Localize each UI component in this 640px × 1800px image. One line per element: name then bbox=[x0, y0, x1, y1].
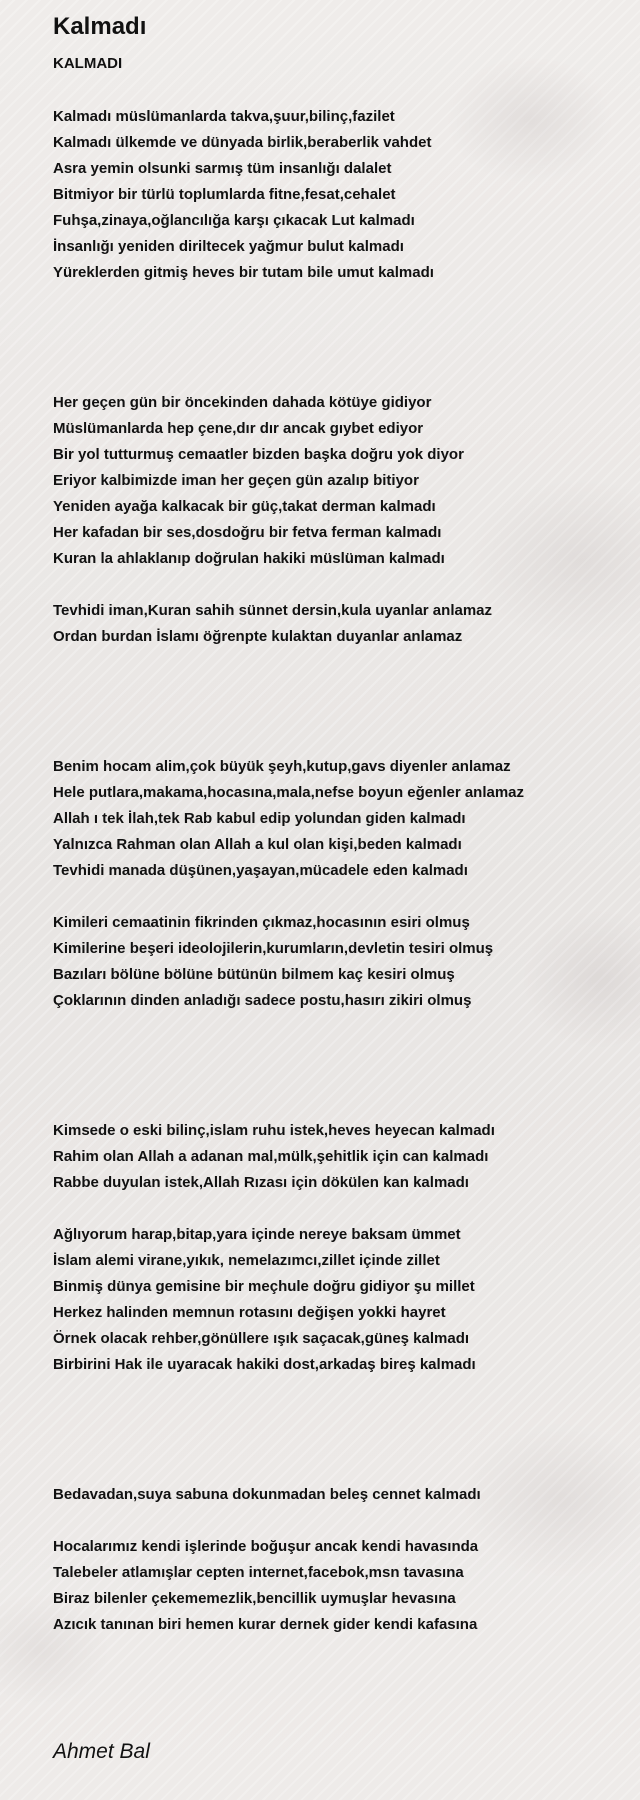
stanza-gap bbox=[53, 572, 633, 598]
poem-line: Yeniden ayağa kalkacak bir güç,takat derman kalmadı bbox=[53, 498, 436, 515]
stanza-gap bbox=[53, 1378, 633, 1482]
poem-line: Hocalarımız kendi işlerinde boğuşur ancak kendi havasında bbox=[53, 1538, 479, 1555]
stanza-6 bbox=[53, 1118, 633, 1196]
poem-line: Her kafadan bir ses,dosdoğru bir fetva ferman kalmadı bbox=[53, 524, 442, 541]
poem-line: Azıcık tanınan biri hemen kurar dernek gider kendi kafasına bbox=[53, 1616, 478, 1633]
poem-line: Eriyor kalbimizde iman her geçen gün azalıp bitiyor bbox=[53, 472, 419, 489]
stanza-gap bbox=[53, 286, 633, 390]
stanza-5 bbox=[53, 910, 633, 1014]
poem-line: Binmiş dünya gemisine bir meçhule doğru gidiyor şu millet bbox=[53, 1278, 475, 1295]
poem-line: Bitmiyor bir türlü toplumlarda fitne,fesat,cehalet bbox=[53, 186, 396, 203]
stanza-9 bbox=[53, 1534, 633, 1638]
poem-line: İnsanlığı yeniden diriltecek yağmur bulut kalmadı bbox=[53, 238, 404, 255]
poem-line: Yüreklerden gitmiş heves bir tutam bile umut kalmadı bbox=[53, 264, 434, 281]
poem-line: Talebeler atlamışlar cepten internet,facebok,msn tavasına bbox=[53, 1564, 464, 1581]
poem-author[interactable]: Ahmet Bal bbox=[53, 1740, 150, 1763]
poem-line: Hele putlara,makama,hocasına,mala,nefse boyun eğenler anlamaz bbox=[53, 784, 525, 801]
poem-line: Tevhidi iman,Kuran sahih sünnet dersin,kula uyanlar anlamaz bbox=[53, 602, 493, 619]
poem-line: Ağlıyorum harap,bitap,yara içinde nereye baksam ümmet bbox=[53, 1226, 461, 1243]
poem-line: Biraz bilenler çekememezlik,bencillik uymuşlar hevasına bbox=[53, 1590, 456, 1607]
poem-line: Kimilerine beşeri ideolojilerin,kurumların,devletin tesiri olmuş bbox=[53, 940, 494, 957]
poem-line: Herkez halinden memnun rotasını değişen yokki hayret bbox=[53, 1304, 446, 1321]
stanza-gap bbox=[53, 1014, 633, 1118]
poem-line: Müslümanlarda hep çene,dır dır ancak gıybet ediyor bbox=[53, 420, 424, 437]
poem-line: Bedavadan,suya sabuna dokunmadan beleş cennet kalmadı bbox=[53, 1486, 481, 1503]
poem-title: Kalmadı bbox=[53, 13, 147, 40]
poem-line: Kimsede o eski bilinç,islam ruhu istek,heves heyecan kalmadı bbox=[53, 1122, 495, 1139]
stanza-gap bbox=[53, 1508, 633, 1534]
stanza-gap bbox=[53, 650, 633, 754]
poem-line: Kimileri cemaatinin fikrinden çıkmaz,hocasının esiri olmuş bbox=[53, 914, 470, 931]
poem-line: Kalmadı müslümanlarda takva,şuur,bilinç,fazilet bbox=[53, 108, 395, 125]
poem-subtitle: KALMADI bbox=[53, 55, 123, 72]
poem-line: Rabbe duyulan istek,Allah Rızası için dökülen kan kalmadı bbox=[53, 1174, 469, 1191]
stanza-gap bbox=[53, 1196, 633, 1222]
stanza-2 bbox=[53, 390, 633, 572]
stanza-8 bbox=[53, 1482, 633, 1508]
stanza-7 bbox=[53, 1222, 633, 1378]
stanza-1 bbox=[53, 104, 633, 286]
poem-line: Allah ı tek İlah,tek Rab kabul edip yolundan giden kalmadı bbox=[53, 810, 466, 827]
poem-line: Yalnızca Rahman olan Allah a kul olan kişi,beden kalmadı bbox=[53, 836, 462, 853]
poem-body bbox=[53, 104, 633, 1638]
poem-line: Tevhidi manada düşünen,yaşayan,mücadele eden kalmadı bbox=[53, 862, 468, 879]
poem-line: Kuran la ahlaklanıp doğrulan hakiki müslüman kalmadı bbox=[53, 550, 445, 567]
poem-line: Kalmadı ülkemde ve dünyada birlik,beraberlik vahdet bbox=[53, 134, 432, 151]
stanza-3 bbox=[53, 598, 633, 650]
poem-line: Çoklarının dinden anladığı sadece postu,hasırı zikiri olmuş bbox=[53, 992, 472, 1009]
poem-line: Asra yemin olsunki sarmış tüm insanlığı dalalet bbox=[53, 160, 392, 177]
poem-line: Benim hocam alim,çok büyük şeyh,kutup,gavs diyenler anlamaz bbox=[53, 758, 511, 775]
poem-line: İslam alemi virane,yıkık, nemelazımcı,zillet içinde zillet bbox=[53, 1252, 440, 1269]
poem-line: Her geçen gün bir öncekinden dahada kötüye gidiyor bbox=[53, 394, 432, 411]
stanza-4 bbox=[53, 754, 633, 884]
poem-line: Birbirini Hak ile uyaracak hakiki dost,arkadaş bireş kalmadı bbox=[53, 1356, 476, 1373]
stanza-gap bbox=[53, 884, 633, 910]
poem-line: Bir yol tutturmuş cemaatler bizden başka doğru yok diyor bbox=[53, 446, 464, 463]
poem-line: Örnek olacak rehber,gönüllere ışık saçacak,güneş kalmadı bbox=[53, 1330, 470, 1347]
poem-line: Rahim olan Allah a adanan mal,mülk,şehitlik için can kalmadı bbox=[53, 1148, 489, 1165]
poem-line: Bazıları bölüne bölüne bütünün bilmem kaç kesiri olmuş bbox=[53, 966, 455, 983]
poem-line: Fuhşa,zinaya,oğlancılığa karşı çıkacak Lut kalmadı bbox=[53, 212, 415, 229]
poem-line: Ordan burdan İslamı öğrenpte kulaktan duyanlar anlamaz bbox=[53, 628, 463, 645]
